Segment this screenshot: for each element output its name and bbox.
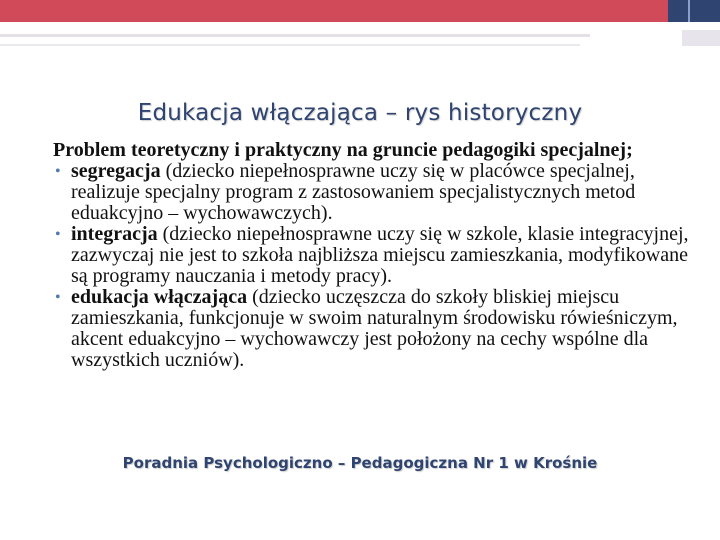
header-dark-block xyxy=(668,0,720,22)
term-edukacja-wlaczajaca: edukacja włączająca xyxy=(71,286,248,308)
bullet-icon: • xyxy=(55,289,61,306)
intro-text: Problem teoretyczny i praktyczny na gruncie pedagogiki specjalnej; xyxy=(53,139,633,161)
slide-title: Edukacja włączająca – rys historyczny xyxy=(137,100,583,126)
term-segregacja: segregacja xyxy=(71,160,161,182)
point-text: (dziecko niepełnosprawne uczy się w placówce specjalnej, realizuje specjalny program z zastosowaniem specjalistycznych metod eduakcyjno – wychowawczych). xyxy=(71,160,636,224)
slide-body xyxy=(53,140,693,371)
list-item xyxy=(53,224,693,287)
bullet-icon: • xyxy=(55,226,61,243)
list-item xyxy=(53,161,693,224)
decorative-block xyxy=(682,30,720,46)
point-text: (dziecko niepełnosprawne uczy się w szkole, klasie integracyjnej, zazwyczaj nie jest to szkoła najbliższa miejscu zamieszkania, modyfikowane są programy nauczania i metody pracy). xyxy=(71,223,689,287)
bullet-icon: • xyxy=(55,163,61,180)
term-integracja: integracja xyxy=(71,223,158,245)
point-text: (dziecko uczęszcza do szkoły bliskiej miejscu zamieszkania, funkcjonuje w swoim naturalnym środowisku rówieśniczym, akcent eduakcyjno – wychowawczy jest położony na cechy wspólne dla wszystkich uczniów). xyxy=(71,286,678,371)
bullet-list xyxy=(53,161,693,371)
footer-text: Poradnia Psychologiczno – Pedagogiczna Nr 1 w Krośnie xyxy=(122,454,598,472)
decorative-line xyxy=(0,44,580,46)
list-item xyxy=(53,287,693,371)
decorative-line xyxy=(0,34,590,37)
header-accent-bar xyxy=(0,0,668,22)
